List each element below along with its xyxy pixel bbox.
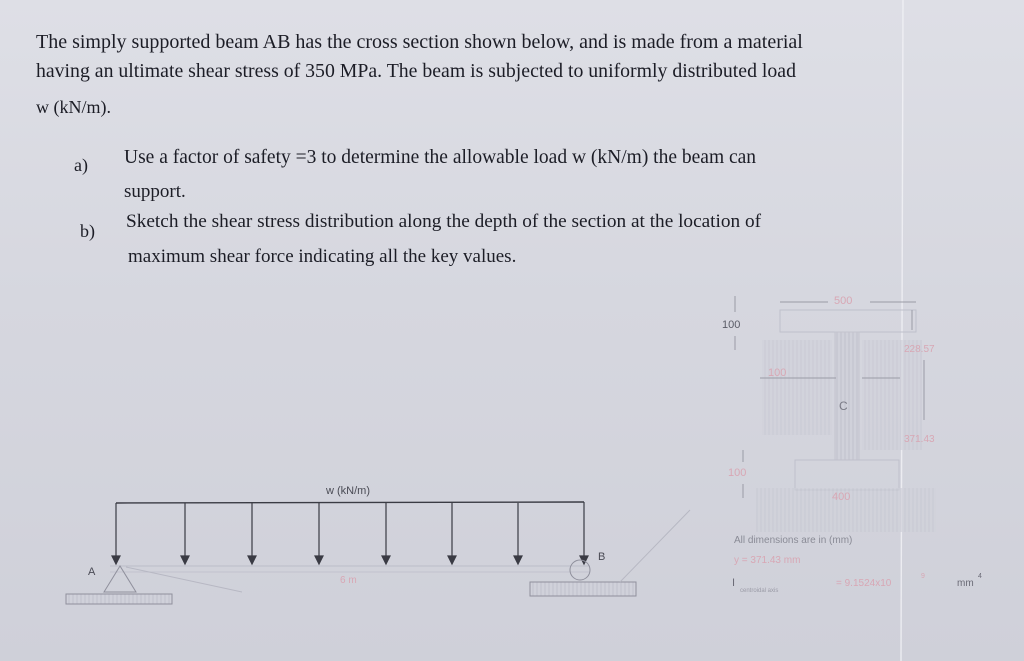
inertia-value: = 9.1524x10 bbox=[836, 578, 892, 589]
part-a-line-2: support. bbox=[124, 181, 186, 202]
dim-right-upper: 228.57 bbox=[904, 344, 935, 355]
part-b-line-1: Sketch the shear stress distribution along the depth of the section at the location of bbox=[126, 211, 762, 232]
cross-section bbox=[722, 295, 936, 532]
support-a-label: A bbox=[88, 566, 96, 578]
inertia-unit: mm bbox=[957, 578, 974, 589]
section-notes bbox=[732, 535, 982, 594]
ybar-note: y = 371.43 mm bbox=[734, 555, 801, 566]
part-a-label: a) bbox=[74, 155, 88, 175]
dim-right-lower: 371.43 bbox=[904, 434, 935, 445]
centroid-label: C bbox=[839, 399, 848, 413]
intro-line-1: The simply supported beam AB has the cross section shown below, and is made from a material bbox=[36, 31, 803, 53]
web-thickness-label: 100 bbox=[768, 367, 787, 379]
part-b-line-2: maximum shear force indicating all the key values. bbox=[128, 246, 517, 267]
inertia-symbol: I bbox=[732, 577, 736, 589]
inertia-subscript: centroidal axis bbox=[740, 588, 779, 594]
span-label: 6 m bbox=[340, 575, 357, 586]
bottom-thickness-label: 100 bbox=[728, 467, 747, 479]
flange-thickness-label: 100 bbox=[722, 319, 741, 331]
inertia-exponent: 9 bbox=[921, 573, 925, 580]
bottom-width-label: 400 bbox=[832, 491, 851, 503]
part-b-label: b) bbox=[80, 221, 95, 241]
beam-diagram bbox=[66, 485, 690, 604]
support-b-label: B bbox=[598, 551, 606, 563]
load-label: w (kN/m) bbox=[326, 485, 370, 497]
inertia-unit-exponent: 4 bbox=[978, 573, 982, 580]
part-a-line-1: Use a factor of safety =3 to determine the allowable load w (kN/m) the beam can bbox=[124, 147, 757, 168]
flange-width-label: 500 bbox=[834, 295, 853, 307]
support-b-roller bbox=[530, 560, 636, 596]
intro-line-2: having an ultimate shear stress of 350 MPa. The beam is subjected to uniformly distributed load bbox=[36, 60, 796, 82]
units-note: All dimensions are in (mm) bbox=[734, 535, 853, 546]
intro-line-3: w (kN/m). bbox=[36, 97, 111, 117]
